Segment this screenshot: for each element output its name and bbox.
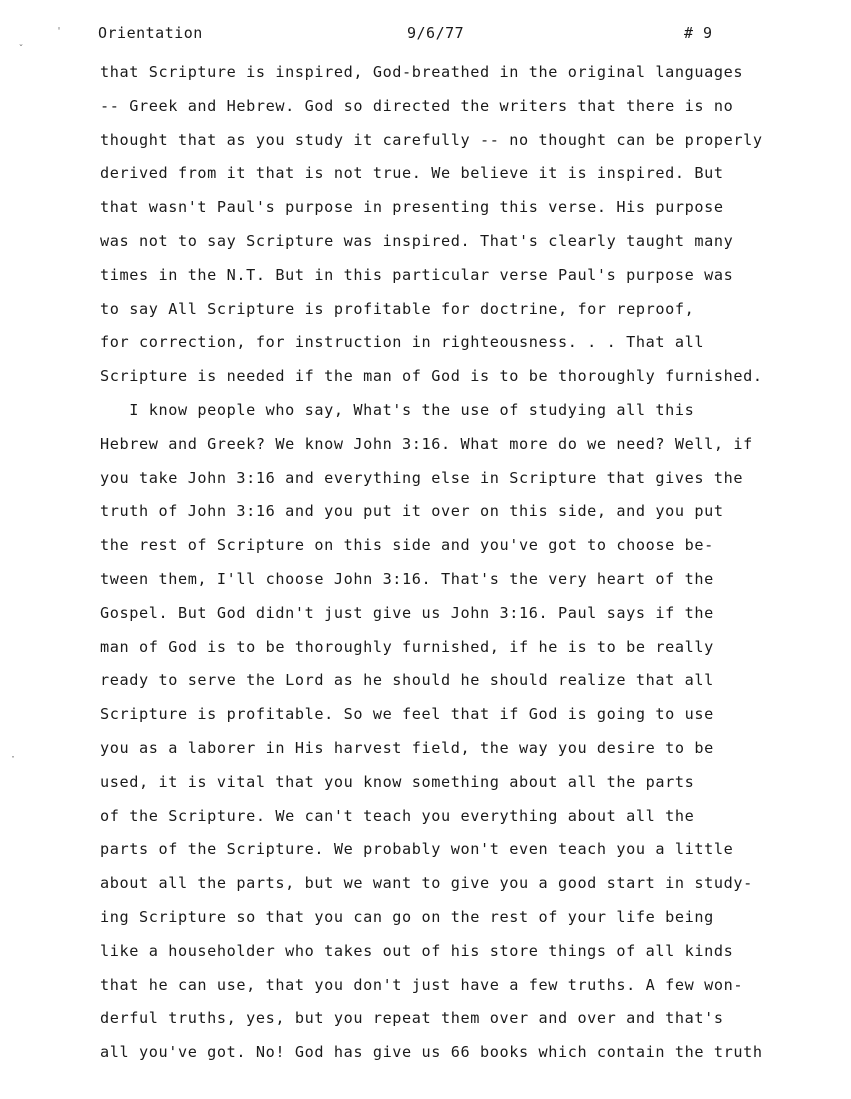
text-line: like a householder who takes out of his store things of all kinds <box>100 941 734 960</box>
text-line: to say All Scripture is profitable for doctrine, for reproof, <box>100 299 695 318</box>
text-line: you as a laborer in His harvest field, the way you desire to be <box>100 739 714 757</box>
text-line: Gospel. But God didn't just give us John 3:16. Paul says if the <box>100 603 714 622</box>
text-line: Scripture is needed if the man of God is to be thoroughly furnished. <box>100 367 763 386</box>
header-page-number: # 9 <box>684 24 713 42</box>
text-line: I know people who say, What's the use of studying all this <box>100 401 695 419</box>
text-line: all you've got. No! God has give us 66 books which contain the truth <box>100 1043 763 1062</box>
text-line: thought that as you study it carefully -- no thought can be properly <box>100 130 763 149</box>
text-line: derful truths, yes, but you repeat them over and over and that's <box>100 1009 724 1028</box>
text-line: ing Scripture so that you can go on the rest of your life being <box>100 908 714 926</box>
text-line: man of God is to be thoroughly furnished, if he is to be really <box>100 637 714 656</box>
text-line: was not to say Scripture was inspired. That's clearly taught many <box>100 232 734 250</box>
text-line: tween them, I'll choose John 3:16. That's the very heart of the <box>100 570 714 588</box>
text-line: Scripture is profitable. So we feel that if God is going to use <box>100 705 714 724</box>
text-line: that he can use, that you don't just have a few truths. A few won- <box>100 975 744 994</box>
header-date: 9/6/77 <box>407 24 465 42</box>
text-line: truth of John 3:16 and you put it over on this side, and you put <box>100 502 724 521</box>
text-line: that Scripture is inspired, God-breathed in the original languages <box>100 63 744 81</box>
text-line: the rest of Scripture on this side and you've got to choose be- <box>100 536 714 555</box>
text-line: parts of the Scripture. We probably won't even teach you a little <box>100 840 734 859</box>
text-line: -- Greek and Hebrew. God so directed the writers that there is no <box>100 96 734 115</box>
text-line: Hebrew and Greek? We know John 3:16. What more do we need? Well, if <box>100 434 753 453</box>
header-title: Orientation <box>98 24 203 42</box>
text-line: that wasn't Paul's purpose in presenting this verse. His purpose <box>100 198 724 217</box>
text-line: about all the parts, but we want to give you a good start in study- <box>100 874 753 893</box>
text-line: derived from it that is not true. We believe it is inspired. But <box>100 164 724 183</box>
text-line: times in the N.T. But in this particular verse Paul's purpose was <box>100 265 734 284</box>
text-line: used, it is vital that you know something about all the parts <box>100 772 695 791</box>
text-line: ready to serve the Lord as he should he should realize that all <box>100 671 714 690</box>
stray-mark: ' <box>56 26 63 37</box>
text-line: you take John 3:16 and everything else in Scripture that gives the <box>100 468 744 487</box>
stray-mark: · <box>10 752 17 763</box>
text-line: for correction, for instruction in righteousness. . . That all <box>100 333 705 352</box>
stray-mark: ˇ <box>18 44 25 55</box>
text-line: of the Scripture. We can't teach you everything about all the <box>100 806 695 825</box>
